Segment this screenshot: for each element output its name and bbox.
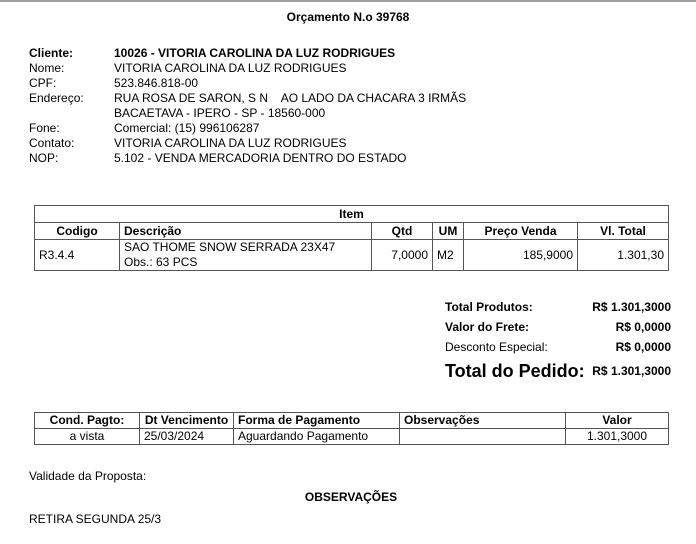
nop-label: NOP: — [29, 151, 59, 165]
address-value: RUA ROSA DE SARON, S N AO LADO DA CHACARA 3 IRMÃS — [114, 91, 467, 105]
col-codigo: Codigo — [35, 223, 120, 240]
items-caption: Item — [35, 206, 669, 223]
client-info — [29, 46, 466, 166]
items-table — [34, 205, 669, 271]
total-pedido-label: Total do Pedido: — [445, 361, 585, 381]
col-cond-pagto: Cond. Pagto: — [35, 413, 140, 429]
table-row — [35, 240, 669, 271]
col-forma: Forma de Pagamento — [234, 413, 400, 429]
col-vencimento: Dt Vencimento — [140, 413, 234, 429]
name-label: Nome: — [29, 61, 65, 75]
col-descricao: Descrição — [120, 223, 372, 240]
observacoes-text: RETIRA SEGUNDA 25/3 — [29, 512, 162, 526]
frete-row — [445, 319, 671, 339]
item-preco: 185,9000 — [464, 240, 578, 271]
contact-label: Contato: — [29, 136, 75, 150]
pay-vencimento: 25/03/2024 — [140, 429, 234, 445]
total-produtos-value: R$ 1.301,3000 — [592, 300, 671, 314]
table-row — [35, 429, 669, 445]
desconto-row — [445, 339, 671, 359]
item-codigo: R3.4.4 — [35, 240, 120, 271]
col-preco: Preço Venda — [464, 223, 578, 240]
item-obs: Obs.: 63 PCS — [124, 255, 198, 269]
total-produtos-row — [445, 299, 671, 319]
top-divider — [0, 0, 696, 2]
validade-label: Validade da Proposta: — [29, 469, 147, 483]
pay-valor: 1.301,3000 — [566, 429, 669, 445]
frete-value: R$ 0,0000 — [615, 320, 671, 334]
phone-row — [29, 121, 466, 136]
nop-row — [29, 151, 466, 166]
address-value-2: BACAETAVA - IPERO - SP - 18560-000 — [114, 106, 326, 120]
client-value: 10026 - VITORIA CAROLINA DA LUZ RODRIGUES — [114, 46, 396, 60]
total-produtos-label: Total Produtos: — [445, 300, 533, 314]
name-value: VITORIA CAROLINA DA LUZ RODRIGUES — [114, 61, 347, 75]
cpf-value: 523.846.818-00 — [114, 76, 199, 90]
name-row — [29, 61, 466, 76]
item-um: M2 — [433, 240, 464, 271]
totals-block — [445, 299, 671, 383]
phone-label: Fone: — [29, 121, 60, 135]
payment-table — [34, 412, 669, 445]
desconto-value: R$ 0,0000 — [615, 340, 671, 354]
item-qtd: 7,0000 — [372, 240, 433, 271]
desconto-label: Desconto Especial: — [445, 340, 548, 354]
col-um: UM — [433, 223, 464, 240]
item-total: 1.301,30 — [578, 240, 669, 271]
observacoes-title: OBSERVAÇÕES — [304, 490, 398, 504]
contact-row — [29, 136, 466, 151]
phone-value: Comercial: (15) 996106287 — [114, 121, 260, 135]
col-total: Vl. Total — [578, 223, 669, 240]
col-qtd: Qtd — [372, 223, 433, 240]
cpf-label: CPF: — [29, 76, 57, 90]
pay-obs — [400, 429, 566, 445]
total-pedido-value: R$ 1.301,3000 — [592, 364, 671, 378]
address-label: Endereço: — [29, 91, 84, 105]
document-title: Orçamento N.o 39768 — [286, 10, 410, 24]
frete-label: Valor do Frete: — [445, 320, 530, 334]
address-row — [29, 91, 466, 106]
client-label: Cliente: — [29, 46, 74, 60]
cpf-row — [29, 76, 466, 91]
address-row-2 — [29, 106, 466, 121]
item-descricao-text: SAO THOME SNOW SERRADA 23X47 — [124, 240, 336, 254]
pay-cond: a vista — [35, 429, 140, 445]
client-row — [29, 46, 466, 61]
nop-value: 5.102 - VENDA MERCADORIA DENTRO DO ESTADO — [114, 151, 407, 165]
contact-value: VITORIA CAROLINA DA LUZ RODRIGUES — [114, 136, 347, 150]
col-observacoes: Observações — [400, 413, 566, 429]
col-valor: Valor — [566, 413, 669, 429]
item-descricao — [120, 240, 372, 271]
pay-forma: Aguardando Pagamento — [234, 429, 400, 445]
total-pedido-row — [445, 359, 671, 383]
